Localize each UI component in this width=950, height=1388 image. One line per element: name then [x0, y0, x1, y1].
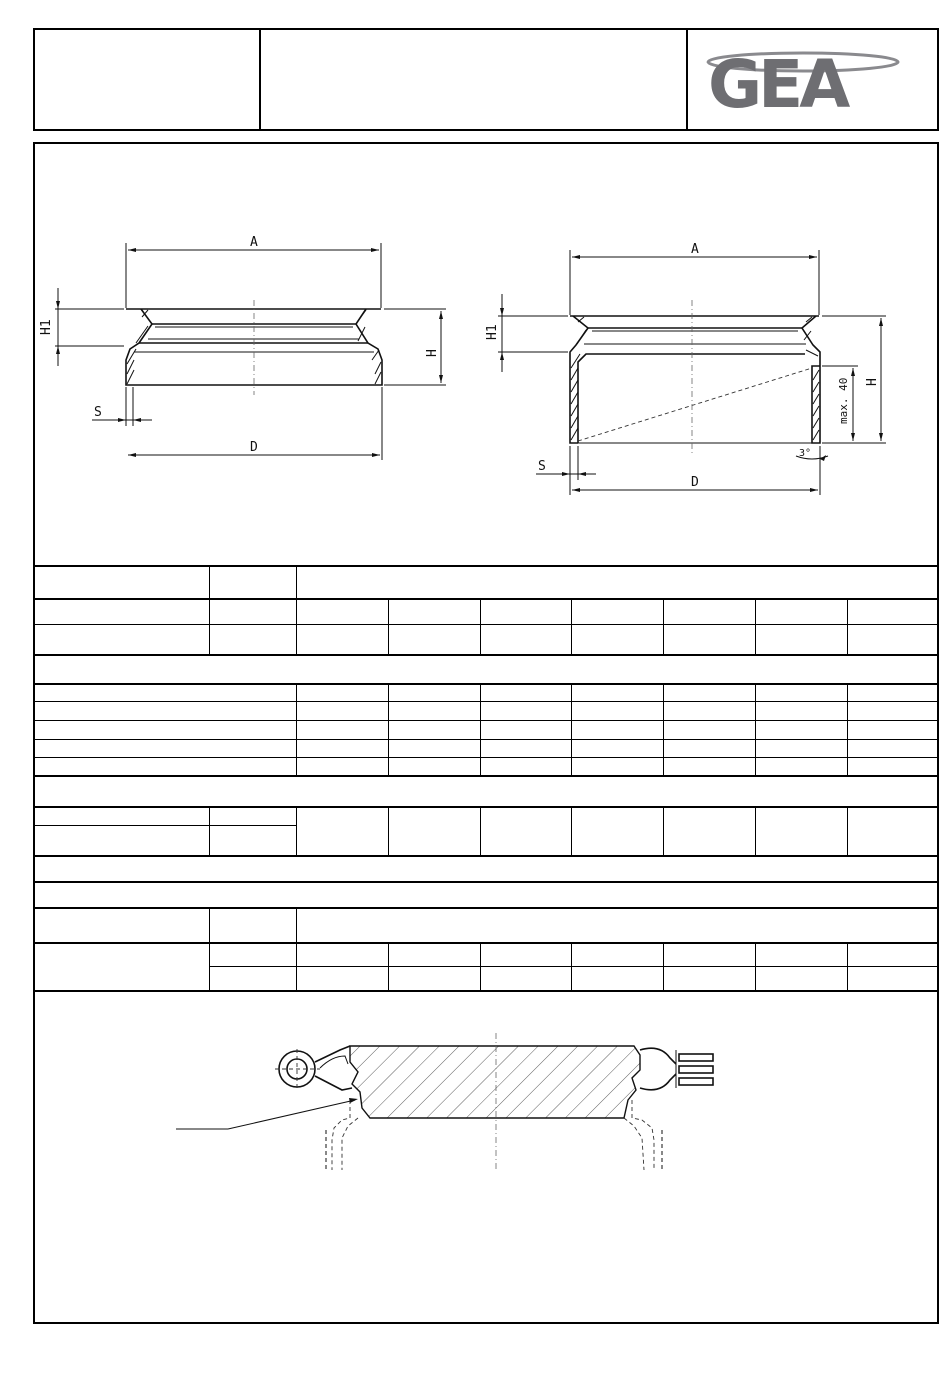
dim-angle-right: 3°	[799, 448, 812, 459]
dim-a-right: A	[691, 242, 699, 257]
dim-a-left: A	[250, 235, 258, 250]
dim-h1-left: H1	[39, 319, 54, 335]
dim-h-left: H	[425, 349, 440, 357]
dim-h1-right: H1	[485, 324, 500, 340]
dim-d-right: D	[691, 475, 699, 490]
gea-logo-text: GEA	[708, 46, 847, 123]
dim-h-right: H	[865, 378, 880, 386]
dim-d-left: D	[250, 440, 258, 455]
dim-s-right: S	[538, 459, 546, 474]
dim-max-right: max. 40	[837, 377, 850, 424]
dim-s-left: S	[94, 405, 102, 420]
